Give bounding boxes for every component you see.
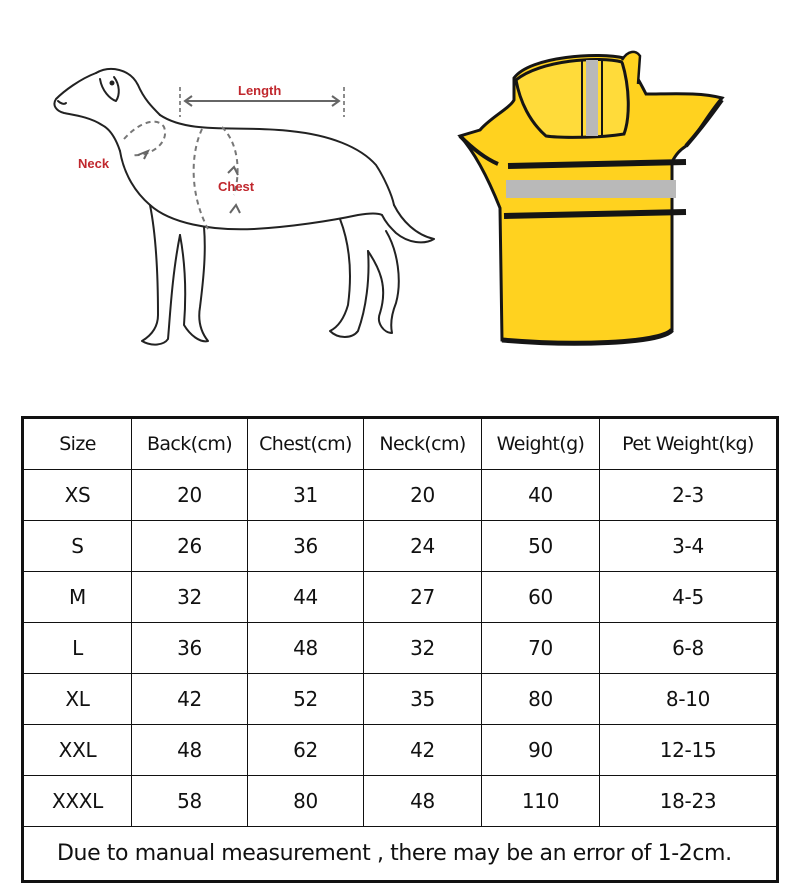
table-row [23, 470, 778, 521]
table-header-row [23, 418, 778, 470]
product-illustration-area [0, 0, 800, 400]
measurement-note: Due to manual measurement , there may be an error of 1-2cm. [23, 827, 778, 882]
neck-label: Neck [78, 156, 110, 171]
neck-cell: 27 [364, 572, 482, 623]
column-header-chest: Chest(cm) [248, 418, 364, 470]
back-cell: 58 [132, 776, 248, 827]
back-cell: 48 [132, 725, 248, 776]
pet-weight-cell: 3-4 [600, 521, 778, 572]
neck-cell: 24 [364, 521, 482, 572]
neck-cell: 48 [364, 776, 482, 827]
neck-cell: 35 [364, 674, 482, 725]
weight-cell: 80 [482, 674, 600, 725]
weight-cell: 110 [482, 776, 600, 827]
size-cell: M [23, 572, 132, 623]
pet-weight-cell: 4-5 [600, 572, 778, 623]
neck-cell: 20 [364, 470, 482, 521]
table-row [23, 623, 778, 674]
neck-measure-line [124, 122, 165, 156]
weight-cell: 70 [482, 623, 600, 674]
neck-cell: 42 [364, 725, 482, 776]
hood-reflective-strip [586, 60, 598, 136]
column-header-back: Back(cm) [132, 418, 248, 470]
column-header-size: Size [23, 418, 132, 470]
size-cell: XXL [23, 725, 132, 776]
neck-cell: 32 [364, 623, 482, 674]
weight-cell: 50 [482, 521, 600, 572]
chest-cell: 80 [248, 776, 364, 827]
pet-weight-cell: 18-23 [600, 776, 778, 827]
column-header-neck: Neck(cm) [364, 418, 482, 470]
length-label: Length [238, 83, 282, 98]
size-chart-table [21, 416, 779, 883]
raincoat-illustration [450, 38, 740, 358]
back-cell: 36 [132, 623, 248, 674]
chest-cell: 62 [248, 725, 364, 776]
back-cell: 42 [132, 674, 248, 725]
dog-outline [54, 69, 434, 345]
column-header-weight: Weight(g) [482, 418, 600, 470]
weight-cell: 60 [482, 572, 600, 623]
chest-arrow-icon [228, 167, 238, 175]
table-row [23, 776, 778, 827]
dog-measurement-diagram [40, 55, 440, 355]
neck-arrow-icon [138, 151, 148, 159]
size-cell: S [23, 521, 132, 572]
chest-cell: 31 [248, 470, 364, 521]
table-row [23, 725, 778, 776]
size-cell: XXXL [23, 776, 132, 827]
back-cell: 32 [132, 572, 248, 623]
table-note-row [23, 827, 778, 882]
chest-label: Chest [218, 179, 255, 194]
coat-strap-upper [508, 162, 686, 166]
back-cell: 26 [132, 521, 248, 572]
chest-cell: 36 [248, 521, 364, 572]
table-row [23, 521, 778, 572]
back-cell: 20 [132, 470, 248, 521]
pet-weight-cell: 12-15 [600, 725, 778, 776]
weight-cell: 90 [482, 725, 600, 776]
coat-strap-lower [504, 212, 686, 216]
pet-weight-cell: 6-8 [600, 623, 778, 674]
chest-cell: 44 [248, 572, 364, 623]
size-cell: XL [23, 674, 132, 725]
chest-cell: 52 [248, 674, 364, 725]
size-cell: L [23, 623, 132, 674]
size-cell: XS [23, 470, 132, 521]
column-header-pet-weight: Pet Weight(kg) [600, 418, 778, 470]
chest-cell: 48 [248, 623, 364, 674]
pet-weight-cell: 8-10 [600, 674, 778, 725]
table-row [23, 572, 778, 623]
coat-reflective-band [506, 180, 676, 198]
table-row [23, 674, 778, 725]
pet-weight-cell: 2-3 [600, 470, 778, 521]
chest-measure-line [194, 127, 238, 229]
weight-cell: 40 [482, 470, 600, 521]
